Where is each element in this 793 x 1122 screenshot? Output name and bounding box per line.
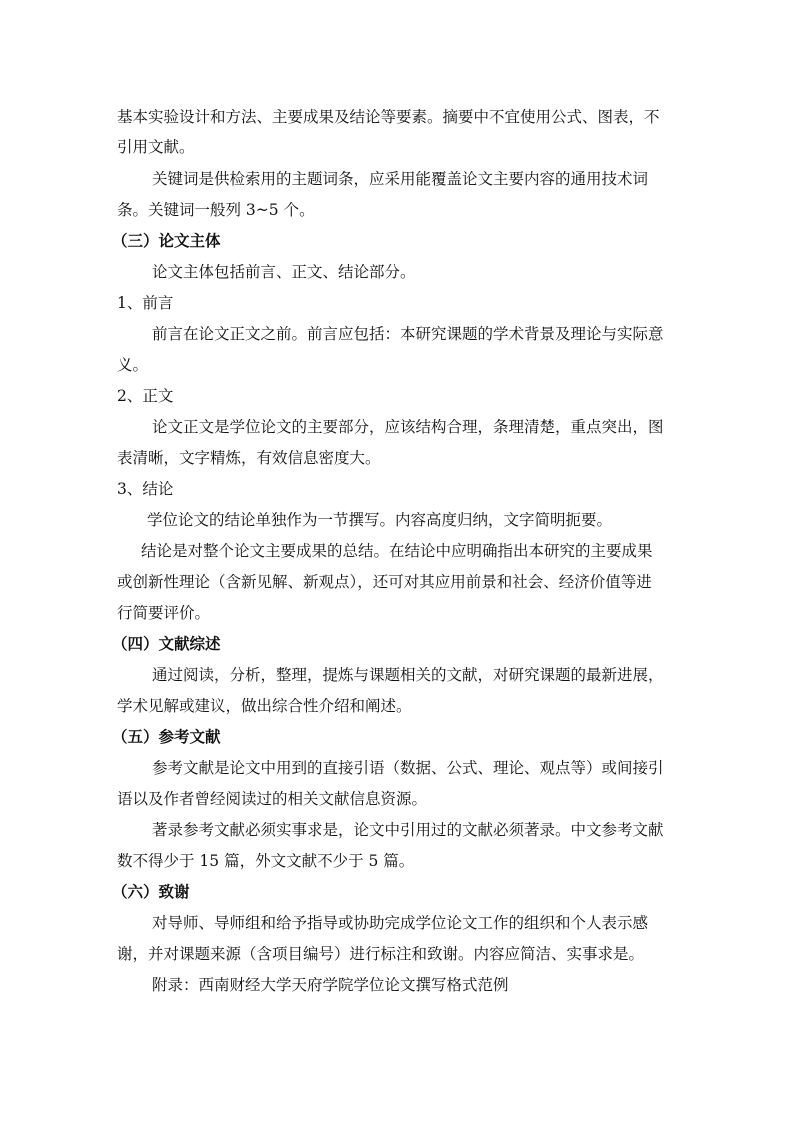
body-text-line: 学位论文的结论单独作为一节撰写。内容高度归纳，文字简明扼要。 — [147, 511, 613, 529]
subsection-heading-main-text: 2、正文 — [117, 387, 174, 405]
section-heading-4: （四）文献综述 — [112, 635, 221, 653]
body-text-line: 语以及作者曾经阅读过的相关文献信息资源。 — [117, 790, 428, 808]
section-heading-6: （六）致谢 — [112, 883, 190, 901]
body-text-line: 著录参考文献必须实事求是，论文中引用过的文献必须著录。中文参考文献 — [152, 821, 664, 839]
body-text-line: 学术见解或建议，做出综合性介绍和阐述。 — [117, 697, 412, 715]
body-text-line: 或创新性理论（含新见解、新观点），还可对其应用前景和社会、经济价值等进 — [117, 573, 652, 591]
body-text-line: 结论是对整个论文主要成果的总结。在结论中应明确指出本研究的主要成果 — [141, 542, 653, 560]
body-text-line: 关键词是供检索用的主题词条，应采用能覆盖论文主要内容的通用技术词 — [152, 170, 649, 188]
body-text-line: 条。关键词一般列 3~5 个。 — [117, 201, 315, 219]
body-text-line: 数不得少于 15 篇，外文文献不少于 5 篇。 — [117, 852, 415, 870]
body-text-line: 基本实验设计和方法、主要成果及结论等要素。摘要中不宜使用公式、图表，不 — [117, 108, 660, 126]
body-text-line: 论文主体包括前言、正文、结论部分。 — [152, 263, 416, 281]
subsection-heading-preface: 1、前言 — [117, 294, 174, 312]
body-text-line: 行简要评价。 — [117, 604, 211, 622]
section-heading-5: （五）参考文献 — [112, 728, 221, 746]
body-text-line: 引用文献。 — [117, 138, 195, 156]
body-text-line: 通过阅读，分析，整理，提炼与课题相关的文献，对研究课题的最新进展， — [152, 666, 664, 684]
body-text-line: 表清晰，文字精炼，有效信息密度大。 — [117, 449, 381, 467]
section-heading-3: （三）论文主体 — [112, 232, 221, 250]
body-text-line: 前言在论文正文之前。前言应包括：本研究课题的学术背景及理论与实际意 — [152, 325, 664, 343]
body-text-line: 义。 — [117, 356, 149, 374]
body-text-line: 对导师、导师组和给予指导或协助完成学位论文工作的组织和个人表示感 — [152, 914, 649, 932]
body-text-line: 论文正文是学位论文的主要部分，应该结构合理，条理清楚，重点突出，图 — [152, 418, 664, 436]
subsection-heading-conclusion: 3、结论 — [117, 480, 174, 498]
body-text-line: 谢，并对课题来源（含项目编号）进行标注和致谢。内容应简洁、实事求是。 — [117, 945, 645, 963]
appendix-line: 附录：西南财经大学天府学院学位论文撰写格式范例 — [152, 976, 509, 994]
body-text-line: 参考文献是论文中用到的直接引语（数据、公式、理论、观点等）或间接引 — [152, 759, 664, 777]
